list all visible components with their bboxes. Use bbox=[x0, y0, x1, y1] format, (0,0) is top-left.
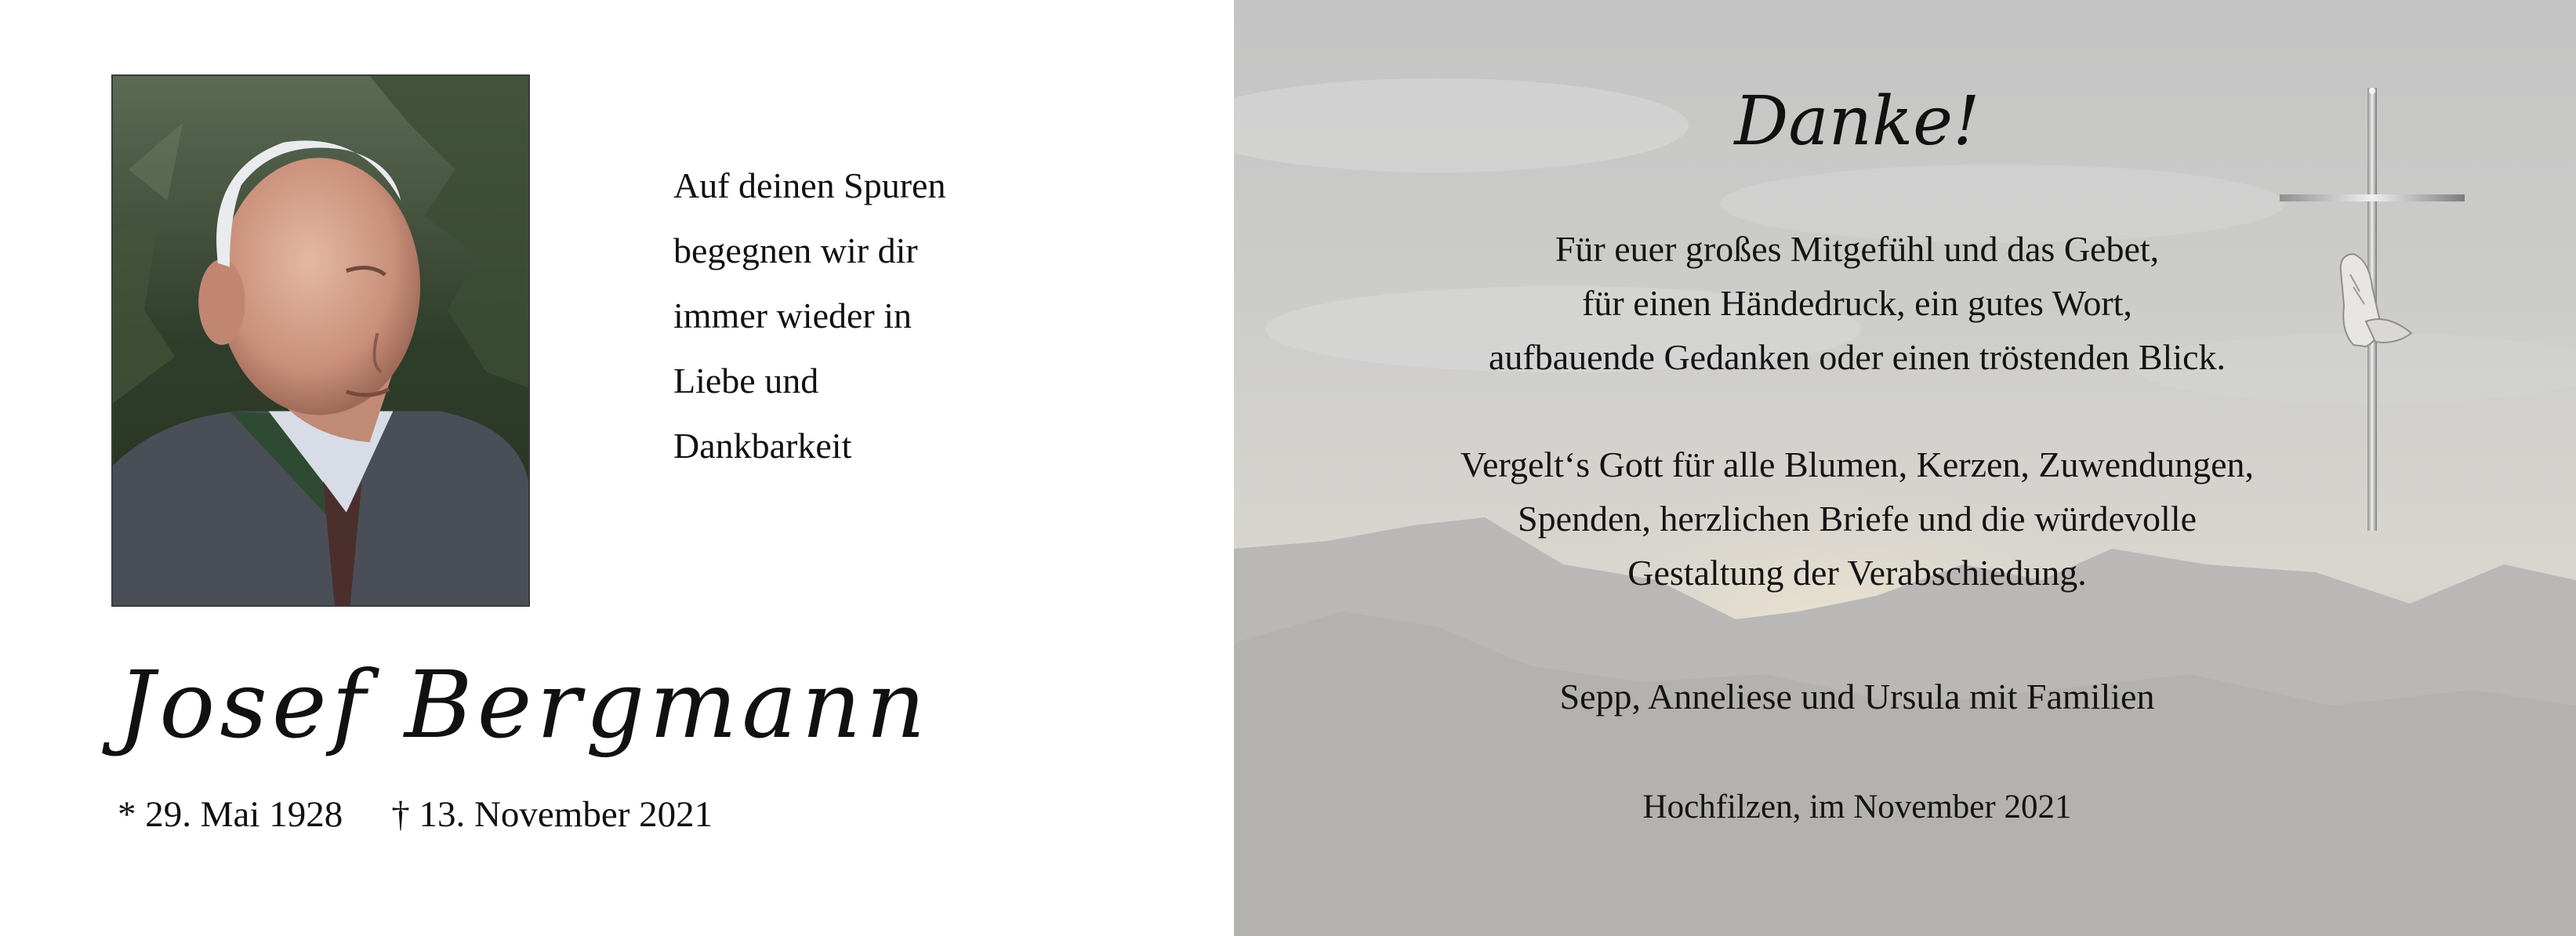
paragraph-line: Vergelt‘s Gott für alle Blumen, Kerzen, Zuwendungen, bbox=[1460, 444, 2255, 484]
verse-line: Auf deinen Spuren bbox=[673, 165, 946, 205]
paragraph-line: Spenden, herzlichen Briefe und die würdevolle bbox=[1517, 499, 2197, 539]
verse-line: immer wieder in bbox=[673, 296, 912, 336]
verse-line: Liebe und bbox=[673, 361, 819, 401]
verse-line: Dankbarkeit bbox=[673, 426, 852, 466]
life-dates bbox=[118, 793, 713, 836]
death-date: † 13. November 2021 bbox=[391, 794, 713, 835]
deceased-name: Josef Bergmann bbox=[118, 651, 931, 759]
paragraph-line: für einen Händedruck, ein gutes Wort, bbox=[1582, 283, 2132, 323]
thanks-heading: Danke! bbox=[1734, 82, 1980, 161]
paragraph-line: Gestaltung der Verabschiedung. bbox=[1627, 553, 2087, 593]
verse-line: begegnen wir dir bbox=[673, 230, 918, 270]
signers: Sepp, Anneliese und Ursula mit Familien bbox=[1559, 677, 2155, 717]
right-panel bbox=[1234, 0, 2576, 936]
paragraph-line: aufbauende Gedanken oder einen tröstenden Blick. bbox=[1488, 337, 2226, 377]
birth-date: * 29. Mai 1928 bbox=[118, 794, 343, 835]
verse bbox=[673, 153, 1112, 478]
cross-with-praying-hands-icon bbox=[2278, 86, 2466, 541]
paragraph-line: Für euer großes Mitgefühl und das Gebet, bbox=[1555, 229, 2160, 269]
left-panel bbox=[0, 0, 1234, 936]
place-date: Hochfilzen, im November 2021 bbox=[1642, 789, 2072, 825]
portrait-photo bbox=[111, 74, 530, 607]
